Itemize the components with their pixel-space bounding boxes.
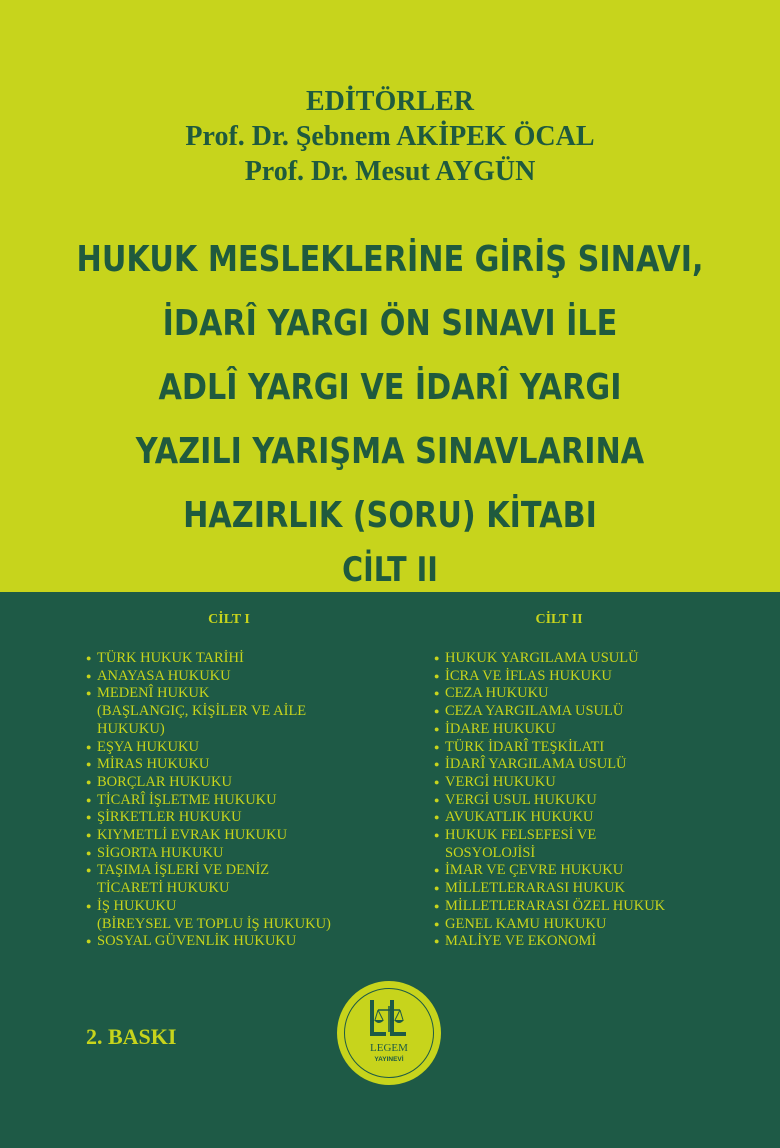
volume-label: CİLT II [342,550,438,590]
list-item: ● MİLLETLERARASI ÖZEL HUKUK [434,898,754,916]
list-item: ● SİGORTA HUKUKU [86,845,406,863]
editors-block [0,84,780,189]
list-item: ● KIYMETLİ EVRAK HUKUKU [86,827,406,845]
list-item: ● CEZA YARGILAMA USULÜ [434,703,754,721]
title-line: ADLÎ YARGI VE İDARÎ YARGI [158,367,622,408]
title-line: YAZILI YARIŞMA SINAVLARINA [135,431,645,472]
publisher-name: LEGEM [370,1042,408,1054]
list-item: ● HUKUK YARGILAMA USULÜ [434,650,754,668]
title-line: HUKUK MESLEKLERİNE GİRİŞ SINAVI, [76,239,704,280]
title-line: HAZIRLIK (SORU) KİTABI [183,495,597,536]
list-item: ● İMAR VE ÇEVRE HUKUKU [434,862,754,880]
volume-2-heading: CİLT II [535,612,583,627]
list-item: ● EŞYA HUKUKU [86,739,406,757]
list-item: ● VERGİ HUKUKU [434,774,754,792]
list-item: ● TÜRK İDARÎ TEŞKİLATI [434,739,754,757]
list-item: ● MALİYE VE EKONOMİ [434,933,754,951]
list-item: ● MİLLETLERARASI HUKUK [434,880,754,898]
contents-volume-2 [434,612,754,951]
editors-heading: EDİTÖRLER [305,86,475,117]
list-item: ● GENEL KAMU HUKUKU [434,916,754,934]
list-item: ● MİRAS HUKUKU [86,756,406,774]
list-item: ● BORÇLAR HUKUKU [86,774,406,792]
publisher-subtitle: YAYINEVİ [374,1056,404,1063]
scales-of-justice-icon [364,996,414,1042]
list-item: ● CEZA HUKUKU [434,685,754,703]
list-item: ● VERGİ USUL HUKUKU [434,792,754,810]
volume-1-heading: CİLT I [208,612,250,627]
list-item: ● TAŞIMA İŞLERİ VE DENİZ TİCARETİ HUKUKU [86,862,406,897]
contents-volume-1 [86,612,406,951]
editor-name: Prof. Dr. Mesut AYGÜN [244,156,536,187]
cover-bottom-panel [0,592,780,1148]
edition-label: 2. BASKI [86,1024,177,1049]
editor-name: Prof. Dr. Şebnem AKİPEK ÖCAL [185,121,595,152]
list-item: ● ANAYASA HUKUKU [86,668,406,686]
title-line: İDARÎ YARGI ÖN SINAVI İLE [162,303,618,344]
list-item: ● TÜRK HUKUK TARİHİ [86,650,406,668]
list-item: ● AVUKATLIK HUKUKU [434,809,754,827]
list-item: ● İDARÎ YARGILAMA USULÜ [434,756,754,774]
publisher-logo [340,984,438,1082]
list-item: ● İCRA VE İFLAS HUKUKU [434,668,754,686]
volume-1-list [86,650,406,951]
list-item: ● İŞ HUKUKU (BİREYSEL VE TOPLU İŞ HUKUKU) [86,898,406,933]
list-item: ● HUKUK FELSEFESİ VE SOSYOLOJİSİ [434,827,754,862]
list-item: ● İDARE HUKUKU [434,721,754,739]
list-item: ● MEDENÎ HUKUK (BAŞLANGIÇ, KİŞİLER VE AİLE HUKUKU) [86,685,406,738]
list-item: ● SOSYAL GÜVENLİK HUKUKU [86,933,406,951]
volume-2-list [434,650,754,951]
list-item: ● TİCARÎ İŞLETME HUKUKU [86,792,406,810]
book-title [0,228,780,592]
list-item: ● ŞİRKETLER HUKUKU [86,809,406,827]
